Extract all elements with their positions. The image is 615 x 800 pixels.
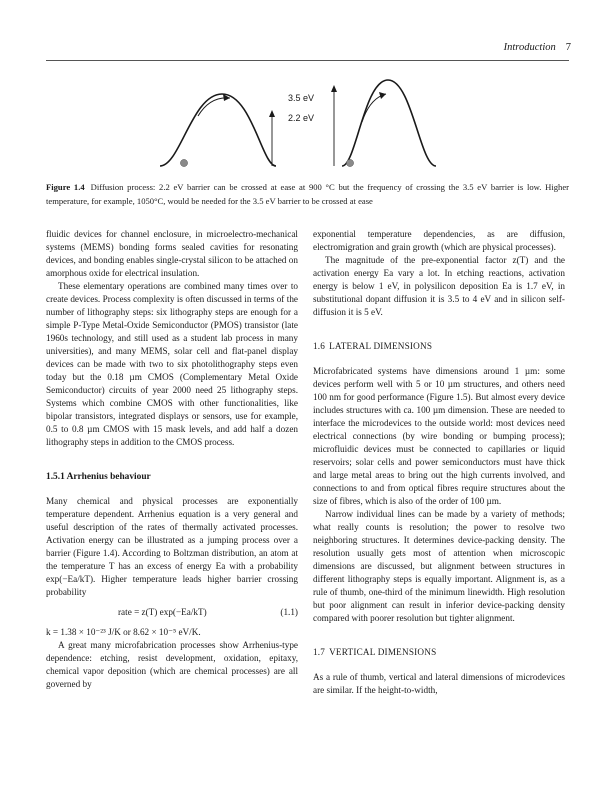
section-heading-1-6 (313, 340, 565, 353)
left-column (46, 228, 298, 691)
section-title-1-6: LATERAL DIMENSIONS (329, 341, 433, 351)
right-paragraph-3: Microfabricated systems have dimensions around 1 µm: some devices perform well with 5 or 10 µm structures, and others need 100 nm for good performance (Figure 1.5). But almost every device includes structures with ca. 100 µm dimension. These are needed to interface the microdevices to the outside world: most devices need electrical connections (by wire bonding or bumping process); microfluidic devices must be connected to capillaries or liquid reservoirs; solar cells and power semiconductors must have thick and large metal areas to bring out the high currents involved, and connections to and from optical fibres require structures about the size of fibres, which is also of the order of 100 µm. (313, 366, 565, 506)
equation-number: (1.1) (280, 607, 298, 617)
low-barrier-curve (160, 94, 276, 166)
header-rule (46, 60, 569, 61)
section-heading-1-7 (313, 646, 565, 659)
left-paragraph-1: fluidic devices for channel enclosure, in microelectro-mechanical systems (MEMS) bonding forms sealed cavities for resonating devices, and bonding enables single-crystal silicon to be attached on amorphous oxide for electrical insulation. (46, 229, 298, 278)
label-2-2-ev: 2.2 eV (288, 113, 315, 123)
left-paragraph-2: These elementary operations are combined many times over to create devices. Process complexity is often discussed in terms of the number of lithography steps: six lithography steps are enough for a simple P-Type Metal-Oxide Semiconductor (PMOS) transistor (late 1960s technology, and still used as a student lab process in many universities), and many MEMS, solar cell and flat-panel display devices can be made with two to six photolithography steps even today but the 0.18 µm CMOS (Complementary Metal Oxide Semiconductor) circuits of year 2000 need 25 lithography steps. Systems which combine CMOS with other functionalities, like bipolar transistors, integrated displays or sensors, use for example, 0.5 to 0.8 µm CMOS with 15 mask levels, and add half a dozen lithography steps in addition to the CMOS process. (46, 281, 298, 447)
section-heading-1-5-1: 1.5.1 Arrhenius behaviour (46, 472, 151, 482)
high-barrier-arrowhead (379, 92, 386, 99)
high-barrier-curve (342, 80, 436, 166)
running-header (504, 42, 571, 53)
energy-arrowhead-3-5 (331, 85, 337, 92)
left-paragraph-4: A great many microfabrication processes show Arrhenius-type dependence: etching, resist development, oxidation, epitaxy, chemical vapor deposition (which are chemical processes) are all governed by (46, 640, 298, 689)
figure-caption (46, 180, 569, 208)
equation-1-1 (46, 606, 298, 619)
label-3-5-ev: 3.5 eV (288, 93, 315, 103)
equation-body: rate = z(T) exp(−Ea/kT) (118, 607, 207, 617)
right-paragraph-5: As a rule of thumb, vertical and lateral dimensions of microdevices are similar. If the height-to-width, (313, 672, 565, 695)
right-paragraph-4: Narrow individual lines can be made by a variety of methods; what really counts is resolution; the power to resolve two neighboring structures. It determines device-packing density. The resolution usually gets most of attention when microscopic dimensions are discussed, but alignment between structures in different lithography steps is equally important. Alignment is, as a rule of thumb, one-third of the minimum linewidth. High resolution but poor alignment can result in inferior device-packing density compared with poorer resolution but tighter alignment. (313, 509, 565, 623)
figure-caption-text: Diffusion process: 2.2 eV barrier can be crossed at ease at 900 °C but the frequency of crossing the 3.5 eV barrier is low. Higher temperature, for example, 1050°C, would be needed for the 3.5 eV barrier to be crossed at ease (46, 182, 570, 206)
section-title-1-7: VERTICAL DIMENSIONS (329, 647, 437, 657)
page-number: 7 (565, 42, 571, 53)
right-paragraph-1: exponential temperature dependencies, as are diffusion, electromigration and grain growth (which are physical processes). (313, 229, 565, 252)
low-barrier-arrow (198, 98, 230, 116)
energy-arrowhead-2-2 (269, 110, 275, 117)
section-number-1-7: 1.7 (313, 647, 326, 657)
left-paragraph-3: Many chemical and physical processes are exponentially temperature dependent. Arrhenius equation is a very general and useful description of the rates of thermally activated processes. Activation energy can be illustrated as a jumping process over a barrier (Figure 1.4). According to Boltzman distribution, an atom at the temperature T has an excess of energy Ea with a probability exp(−Ea/kT). Higher temperature leads higher barrier crossing probability (46, 496, 298, 597)
section-number-1-6: 1.6 (313, 341, 326, 351)
right-column (313, 228, 565, 697)
figure-1-4-diagram (150, 78, 470, 178)
high-barrier-ball (346, 159, 353, 166)
low-barrier-ball (180, 159, 187, 166)
running-header-section: Introduction (503, 42, 556, 53)
right-paragraph-2: The magnitude of the pre-exponential factor z(T) and the activation energy Ea vary a lot. In etching reactions, activation energy is below 1 eV, in polysilicon deposition Ea is 1.7 eV, in substitutional dopant diffusion it is 3.5 to 4 eV and in silicon self-diffusion it is 5 eV. (313, 255, 565, 317)
figure-caption-label: Figure 1.4 (46, 182, 85, 192)
boltzmann-constant: k = 1.38 × 10⁻²³ J/K or 8.62 × 10⁻⁵ eV/K. (46, 627, 201, 637)
